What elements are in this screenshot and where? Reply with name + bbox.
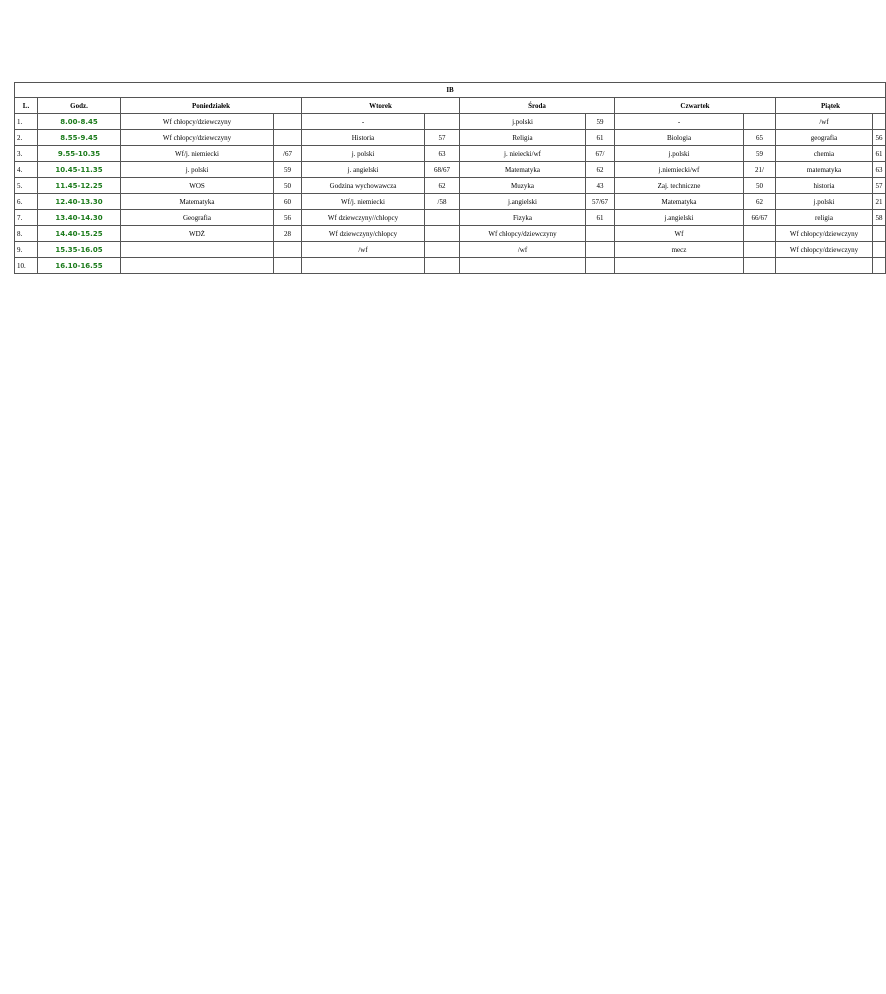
room-cell: 62 <box>744 194 776 210</box>
subject-cell: WOS <box>121 178 274 194</box>
subject-cell <box>121 258 274 274</box>
lesson-time: 8.55-9.45 <box>38 130 121 146</box>
subject-cell <box>460 258 586 274</box>
room-cell: 58 <box>873 210 886 226</box>
room-cell <box>425 242 460 258</box>
lesson-number: 4. <box>15 162 38 178</box>
room-cell <box>274 258 302 274</box>
subject-cell: Zaj. techniczne <box>615 178 744 194</box>
subject-cell: chemia <box>776 146 873 162</box>
room-cell: 56 <box>274 210 302 226</box>
lesson-time: 16.10-16.55 <box>38 258 121 274</box>
subject-cell: Wf/j. niemiecki <box>121 146 274 162</box>
room-cell: 61 <box>586 210 615 226</box>
lesson-number: 2. <box>15 130 38 146</box>
subject-cell: Biologia <box>615 130 744 146</box>
subject-cell: j. angielski <box>302 162 425 178</box>
subject-cell <box>121 242 274 258</box>
day-header-row <box>15 98 886 114</box>
subject-cell: Muzyka <box>460 178 586 194</box>
room-cell <box>744 226 776 242</box>
lesson-time: 15.35-16.05 <box>38 242 121 258</box>
room-cell <box>873 226 886 242</box>
lesson-number: 5. <box>15 178 38 194</box>
room-cell <box>586 242 615 258</box>
subject-cell: geografia <box>776 130 873 146</box>
lesson-number: 6. <box>15 194 38 210</box>
lesson-time: 12.40-13.30 <box>38 194 121 210</box>
lesson-number: 10. <box>15 258 38 274</box>
lesson-time: 13.40-14.30 <box>38 210 121 226</box>
table-row <box>15 210 886 226</box>
room-cell: 57 <box>425 130 460 146</box>
table-row <box>15 162 886 178</box>
room-cell: 57/67 <box>586 194 615 210</box>
room-cell: 61 <box>873 146 886 162</box>
subject-cell: /wf <box>302 242 425 258</box>
subject-cell: Wf chłopcy/dziewczyny <box>121 114 274 130</box>
subject-cell: Wf <box>615 226 744 242</box>
room-cell <box>744 258 776 274</box>
table-row <box>15 242 886 258</box>
subject-cell: Matematyka <box>121 194 274 210</box>
subject-cell: mecz <box>615 242 744 258</box>
subject-cell: j.niemiecki/wf <box>615 162 744 178</box>
subject-cell: Fizyka <box>460 210 586 226</box>
room-cell: 59 <box>586 114 615 130</box>
room-cell: 43 <box>586 178 615 194</box>
lp-header: L. <box>15 98 38 114</box>
table-row <box>15 130 886 146</box>
room-cell: 59 <box>274 162 302 178</box>
room-cell: 65 <box>744 130 776 146</box>
subject-cell: Matematyka <box>460 162 586 178</box>
subject-cell <box>302 258 425 274</box>
room-cell: 63 <box>873 162 886 178</box>
subject-cell <box>615 258 744 274</box>
room-cell <box>274 130 302 146</box>
room-cell: 57 <box>873 178 886 194</box>
room-cell: /67 <box>274 146 302 162</box>
room-cell <box>873 258 886 274</box>
subject-cell: Wf chłopcy/dziewczyny <box>776 242 873 258</box>
day-header-thursday: Czwartek <box>615 98 776 114</box>
subject-cell: Wf/j. niemiecki <box>302 194 425 210</box>
subject-cell: j.angielski <box>615 210 744 226</box>
day-header-tuesday: Wtorek <box>302 98 460 114</box>
subject-cell: j. nieiecki/wf <box>460 146 586 162</box>
room-cell: 59 <box>744 146 776 162</box>
subject-cell <box>776 258 873 274</box>
subject-cell: Wf chłopcy/dziewczyny <box>776 226 873 242</box>
subject-cell: Wf chłopcy/dziewczyny <box>460 226 586 242</box>
room-cell <box>744 242 776 258</box>
lesson-time: 8.00-8.45 <box>38 114 121 130</box>
subject-cell: Historia <box>302 130 425 146</box>
room-cell: 50 <box>744 178 776 194</box>
lesson-time: 10.45-11.35 <box>38 162 121 178</box>
room-cell: 62 <box>425 178 460 194</box>
room-cell <box>425 114 460 130</box>
room-cell: 61 <box>586 130 615 146</box>
room-cell: 21 <box>873 194 886 210</box>
room-cell: /58 <box>425 194 460 210</box>
subject-cell: j.angielski <box>460 194 586 210</box>
room-cell <box>586 226 615 242</box>
day-header-friday: Piątek <box>776 98 886 114</box>
lesson-time: 11.45-12.25 <box>38 178 121 194</box>
day-header-monday: Poniedziałek <box>121 98 302 114</box>
timetable <box>14 82 886 274</box>
lesson-number: 9. <box>15 242 38 258</box>
room-cell <box>274 114 302 130</box>
lesson-number: 7. <box>15 210 38 226</box>
room-cell: 60 <box>274 194 302 210</box>
subject-cell: religia <box>776 210 873 226</box>
room-cell: 56 <box>873 130 886 146</box>
table-row <box>15 194 886 210</box>
subject-cell: /wf <box>776 114 873 130</box>
subject-cell: j.polski <box>776 194 873 210</box>
subject-cell: historia <box>776 178 873 194</box>
subject-cell: - <box>302 114 425 130</box>
subject-cell: Godzina wychowawcza <box>302 178 425 194</box>
lesson-number: 1. <box>15 114 38 130</box>
subject-cell: Religia <box>460 130 586 146</box>
room-cell: 66/67 <box>744 210 776 226</box>
table-row <box>15 258 886 274</box>
room-cell <box>425 258 460 274</box>
room-cell <box>744 114 776 130</box>
table-row <box>15 146 886 162</box>
room-cell <box>586 258 615 274</box>
subject-cell: /wf <box>460 242 586 258</box>
subject-cell: Wf chłopcy/dziewczyny <box>121 130 274 146</box>
class-name-header: IB <box>15 83 886 98</box>
room-cell: 63 <box>425 146 460 162</box>
table-row <box>15 114 886 130</box>
room-cell: 21/ <box>744 162 776 178</box>
subject-cell: Matematyka <box>615 194 744 210</box>
subject-cell: j. polski <box>121 162 274 178</box>
subject-cell: j.polski <box>460 114 586 130</box>
room-cell: 62 <box>586 162 615 178</box>
subject-cell: - <box>615 114 744 130</box>
lesson-time: 14.40-15.25 <box>38 226 121 242</box>
subject-cell: j. polski <box>302 146 425 162</box>
lesson-number: 8. <box>15 226 38 242</box>
table-row <box>15 226 886 242</box>
room-cell <box>873 114 886 130</box>
room-cell: 68/67 <box>425 162 460 178</box>
subject-cell: matematyka <box>776 162 873 178</box>
table-row <box>15 178 886 194</box>
room-cell <box>274 242 302 258</box>
subject-cell: j.polski <box>615 146 744 162</box>
subject-cell: Wf dziewczyny/chłopcy <box>302 226 425 242</box>
lesson-time: 9.55-10.35 <box>38 146 121 162</box>
room-cell: 67/ <box>586 146 615 162</box>
subject-cell: WDŻ <box>121 226 274 242</box>
room-cell: 28 <box>274 226 302 242</box>
timetable-body <box>15 114 886 274</box>
room-cell <box>873 242 886 258</box>
day-header-wednesday: Środa <box>460 98 615 114</box>
lesson-number: 3. <box>15 146 38 162</box>
time-header: Godz. <box>38 98 121 114</box>
subject-cell: Geografia <box>121 210 274 226</box>
room-cell <box>425 210 460 226</box>
subject-cell: Wf dziewczyny//chłopcy <box>302 210 425 226</box>
room-cell: 50 <box>274 178 302 194</box>
room-cell <box>425 226 460 242</box>
